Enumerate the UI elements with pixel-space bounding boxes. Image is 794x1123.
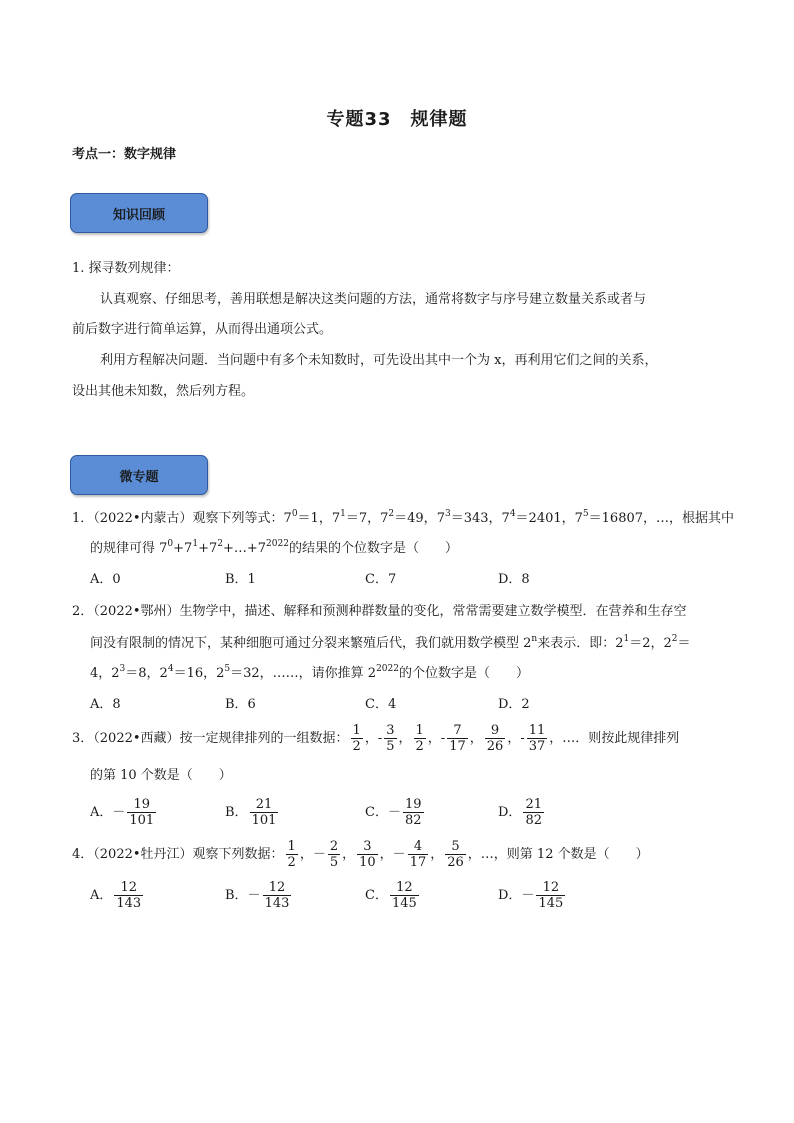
numerator: 5 (445, 839, 466, 855)
denominator: 5 (329, 855, 339, 870)
exponent: 3 (444, 509, 451, 519)
fraction (414, 723, 426, 754)
fraction-sequence (349, 723, 550, 754)
question-text: 1．（2022•内蒙古）观察下列等式： (72, 511, 284, 526)
numerator: 7 (447, 723, 468, 739)
option-label: A．－ (90, 805, 126, 820)
separator: ，- (364, 731, 383, 746)
section-heading: 考点一：数字规律 (72, 147, 177, 162)
option-b (225, 797, 280, 828)
fraction (523, 797, 544, 828)
numerator: 9 (485, 723, 506, 739)
fraction (527, 723, 548, 754)
option-d (498, 797, 546, 828)
question-1-line-1 (72, 509, 734, 530)
denominator: 101 (251, 813, 277, 828)
numerator: 2 (329, 839, 339, 854)
base: 7 (283, 511, 292, 526)
option-a: A．8 (90, 697, 121, 712)
fraction (403, 797, 424, 828)
question-2-line-1: 2．（2022•鄂州）生物学中，描述、解释和预测种群数量的变化，常常需要建立数学模型．在营养和生存空 (72, 604, 687, 619)
denominator: 26 (486, 739, 504, 754)
fraction (263, 880, 292, 911)
question-2-line-3: 4，$2^3=8$，$2^4=16$，$2^5=32$，……，请你推算 $2^{2022}$的个位数字是（ ） (90, 664, 529, 681)
numerator: 12 (390, 880, 419, 896)
separator: ，- (507, 731, 525, 746)
question-text: 的规律可得 (90, 541, 160, 556)
option-b: B．1 (225, 572, 256, 587)
separator: ， (398, 731, 412, 746)
denominator: 143 (264, 896, 290, 911)
denominator: 82 (525, 813, 542, 828)
option-label: A． (90, 888, 113, 903)
exponent: 2 (388, 509, 395, 519)
base: 7 (380, 511, 389, 526)
numerator: 12 (536, 880, 565, 896)
numerator: 12 (114, 880, 143, 896)
base: 7 (436, 511, 445, 526)
numerator: 11 (528, 723, 546, 738)
option-label: C． (365, 888, 388, 903)
separator: ， (430, 847, 444, 862)
denominator: 10 (359, 855, 376, 870)
exponent: 4 (509, 509, 516, 519)
exponent: 5 (582, 509, 589, 519)
denominator: 82 (404, 813, 422, 828)
exponent: 2022 (266, 539, 289, 549)
power-sequence (284, 511, 734, 526)
question-text: 的结果的个位数字是（ ） (288, 541, 458, 556)
numerator: 19 (404, 797, 422, 812)
question-1-line-2 (90, 539, 458, 560)
fraction (445, 839, 466, 870)
option-a (90, 797, 158, 828)
numerator: 1 (352, 723, 361, 738)
page-title: 专题33 规律题 (326, 109, 468, 130)
option-b (225, 880, 293, 911)
fraction (357, 839, 378, 870)
separator: ，- (427, 731, 446, 746)
question-3-line-1 (72, 723, 679, 754)
question-text: ，…，则第 12 个数是（ ） (467, 847, 649, 862)
question-2-line-2: 间没有限制的情况下，某种细胞可通过分裂来繁殖后代，我们就用数学模型 2$^n$来表示．即：$2^1=2$，$2^2=$ (90, 634, 691, 651)
numerator: 3 (386, 723, 395, 738)
denominator: 101 (129, 813, 155, 828)
term: +…+7 (222, 541, 267, 556)
fraction (384, 723, 396, 754)
term: +7 (198, 541, 218, 556)
micro-topic-badge: 微专题 (70, 455, 208, 495)
knowledge-heading: 1. 探寻数列规律： (72, 261, 180, 276)
fraction (127, 797, 156, 828)
value: ＝343， (450, 511, 502, 526)
separator: ，－ (299, 847, 326, 862)
fraction (447, 723, 468, 754)
fraction (286, 839, 298, 870)
knowledge-paragraph: 利用方程解决问题．当问题中有多个未知数时，可先设出其中一个为 x，再利用它们之间的关系， (100, 353, 658, 368)
exponent: 2 (217, 539, 223, 549)
separator: ， (469, 731, 483, 746)
denominator: 17 (409, 855, 427, 870)
numerator: 21 (525, 797, 542, 812)
fraction (408, 839, 429, 870)
numerator: 1 (287, 839, 296, 854)
denominator: 17 (449, 739, 466, 754)
option-label: D． (498, 805, 522, 820)
option-c (365, 797, 426, 828)
question-text: 3．（2022•西藏）按一定规律排列的一组数据： (72, 731, 349, 746)
denominator: 145 (391, 896, 417, 911)
denominator: 145 (538, 896, 564, 911)
option-label: B．－ (225, 888, 261, 903)
base: 7 (574, 511, 583, 526)
option-label: D．－ (498, 888, 535, 903)
option-d (498, 880, 567, 911)
fraction (328, 839, 340, 870)
denominator: 5 (386, 739, 395, 754)
numerator: 21 (250, 797, 279, 813)
question-text: 4．（2022•牡丹江）观察下列数据： (72, 847, 284, 862)
denominator: 37 (528, 739, 546, 754)
option-c (365, 880, 421, 911)
option-a: A．0 (90, 572, 121, 587)
separator: ， (342, 847, 356, 862)
denominator: 143 (116, 896, 142, 911)
value: ＝7， (345, 511, 381, 526)
option-label: B． (225, 805, 248, 820)
option-d: D．2 (498, 697, 530, 712)
separator: ，－ (379, 847, 406, 862)
fraction (536, 880, 565, 911)
value: ＝49， (394, 511, 437, 526)
fraction (250, 797, 279, 828)
fraction (114, 880, 143, 911)
option-c: C．7 (365, 572, 397, 587)
term: 7 (159, 541, 168, 556)
numerator: 4 (408, 839, 429, 855)
power-sum-expression (159, 541, 289, 556)
fraction (351, 723, 363, 754)
question-text: ，…．则按此规律排列 (549, 731, 680, 746)
option-c: C．4 (365, 697, 397, 712)
value: ＝16807，…，根据其中 (588, 511, 735, 526)
exponent: 1 (192, 539, 199, 549)
fraction (390, 880, 419, 911)
question-3-line-2: 的第 10 个数是（ ） (90, 768, 232, 783)
value: ＝1， (297, 511, 332, 526)
knowledge-paragraph: 认真观察、仔细思考，善用联想是解决这类问题的方法，通常将数字与序号建立数量关系或者与 (100, 292, 647, 307)
base: 7 (501, 511, 510, 526)
numerator: 12 (263, 880, 292, 896)
option-d: D．8 (498, 572, 530, 587)
value: ＝2401， (515, 511, 575, 526)
denominator: 2 (287, 855, 296, 870)
exponent: 0 (291, 509, 298, 519)
question-4-line-1 (72, 839, 649, 870)
option-b: B．6 (225, 697, 256, 712)
knowledge-review-badge: 知识回顾 (70, 193, 208, 233)
knowledge-paragraph: 前后数字进行简单运算，从而得出通项公式。 (72, 322, 333, 337)
numerator: 19 (127, 797, 156, 813)
denominator: 26 (447, 855, 464, 870)
fraction-sequence (284, 839, 468, 870)
option-label: C．－ (365, 805, 401, 820)
denominator: 2 (352, 739, 361, 754)
exponent: 0 (167, 539, 174, 549)
numerator: 1 (415, 723, 424, 738)
denominator: 2 (415, 739, 424, 754)
knowledge-paragraph: 设出其他未知数，然后列方程。 (72, 384, 255, 399)
exponent: 1 (340, 509, 346, 519)
base: 7 (331, 511, 341, 526)
term: +7 (173, 541, 193, 556)
option-a (90, 880, 145, 911)
fraction (485, 723, 506, 754)
numerator: 3 (357, 839, 378, 855)
